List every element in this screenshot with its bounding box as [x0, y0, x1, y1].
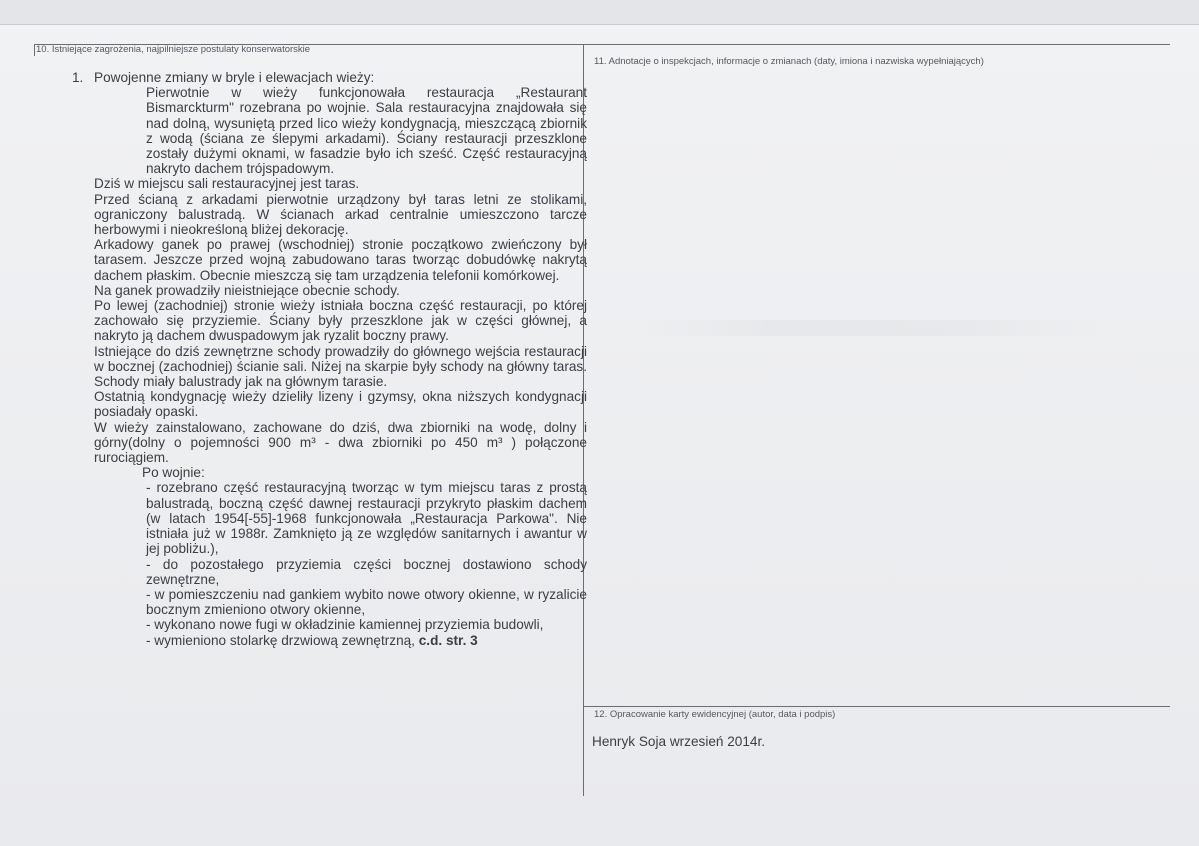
list-item: - w pomieszczeniu nad gankiem wybito nowe otwory okienne, w ryzalicie bocznym zmieniono otwory okienne,	[146, 586, 587, 618]
author-signature: Henryk Soja wrzesień 2014r.	[592, 734, 766, 749]
list-item: - rozebrano część restauracyjną tworząc w tym miejscu taras z prostą balustradą, boczną część dawnej restauracji przykryto płaskim dachem (w latach 1954[-55]-1968 funkcjonowała „Restauracja Parkowa". Nie istniała już w 1988r. Zamknięto ją ze względów sanitarnych i awantur w jej pobliżu.),	[146, 480, 587, 557]
paragraph: Na ganek prowadziły nieistniejące obecnie schody.	[94, 282, 400, 298]
paragraph: Powojenne zmiany w bryle i elewacjach wieży:	[94, 70, 375, 85]
paragraph: Istniejące do dziś zewnętrzne schody prowadziły do głównego wejścia restauracji w bocznej (zachodniej) ścianie sali. Niżej na skarpie były schody na główny taras. Schody miały balustrady jak na głównym tarasie.	[94, 343, 587, 390]
section11-heading: 11. Adnotacje o inspekcjach, informacje o zmianach (daty, imiona i nazwiska wypełniających)	[594, 56, 984, 67]
paragraph: Ostatnią kondygnację wieży dzieliły lizeny i gzymsy, okna niższych kondygnacji posiadały opaski.	[94, 389, 587, 420]
continuation-note: c.d. str. 3	[418, 632, 478, 648]
paragraph: Po lewej (zachodniej) stronie wieży istniała boczna część restauracji, po której zachowało się przyziemie. Ściany były przeszklone jak w części głównej, a nakryto ją dachem dwuspadowym jak ryzalit boczny prawy.	[94, 298, 587, 344]
paragraph: Pierwotnie w wieży funkcjonowała restauracja „Restaurant Bismarckturm" rozebrana po wojnie. Sala restauracyjna znajdowała się nad dolną, wysuniętą przed lico wieży kondygnacją, mieszczącą zbiornik z wodą (ściana ze ślepymi arkadami). Ściany restauracji przeszklone zostały dużymi oknami, w fasadzie było ich sześć. Część restauracyjną nakryto dachem trójspadowym.	[146, 85, 587, 177]
item-number: 1.	[72, 70, 84, 85]
list-item: - do pozostałego przyziemia części bocznej dostawiono schody zewnętrzne,	[146, 556, 587, 587]
paragraph: Przed ścianą z arkadami pierwotnie urządzony był taras letni ze stolikami, ograniczony balustradą. W ścianach arkad centralnie umieszczono tarcze herbowymi i nieokreśloną bliżej dekorację.	[94, 191, 587, 238]
list-item-text: - wymieniono stolarkę drzwiową zewnętrzną,	[146, 632, 415, 648]
scan-smudge	[640, 320, 1100, 336]
scan-top-edge	[0, 0, 1199, 25]
paragraph: Dziś w miejscu sali restauracyjnej jest taras.	[94, 176, 360, 192]
paragraph: W wieży zainstalowano, zachowane do dziś, dwa zbiorniki na wodę, dolny i górny(dolny o pojemności 900 m³ - dwa zbiorniki po 450 m³ ) połączone rurociągiem.	[94, 419, 587, 466]
list-item	[94, 633, 587, 648]
section10-body	[94, 70, 587, 648]
left-tick	[34, 44, 35, 56]
section10-heading: 10. Istniejące zagrożenia, najpilniejsze postulaty konserwatorskie	[36, 44, 311, 55]
paragraph: Po wojnie:	[142, 465, 205, 481]
list-item: - wykonano nowe fugi w okładzinie kamiennej przyziemia budowli,	[146, 617, 544, 633]
section12-rule	[583, 706, 1170, 707]
section12-heading: 12. Opracowanie karty ewidencyjnej (autor, data i podpis)	[594, 709, 836, 720]
paragraph: Arkadowy ganek po prawej (wschodniej) stronie początkowo zwieńczony był tarasem. Jeszcze przed wojną zabudowano taras tworząc dobudówkę nakrytą dachem płaskim. Obecnie mieszczą się tam urządzenia telefonii komórkowej.	[94, 237, 587, 283]
